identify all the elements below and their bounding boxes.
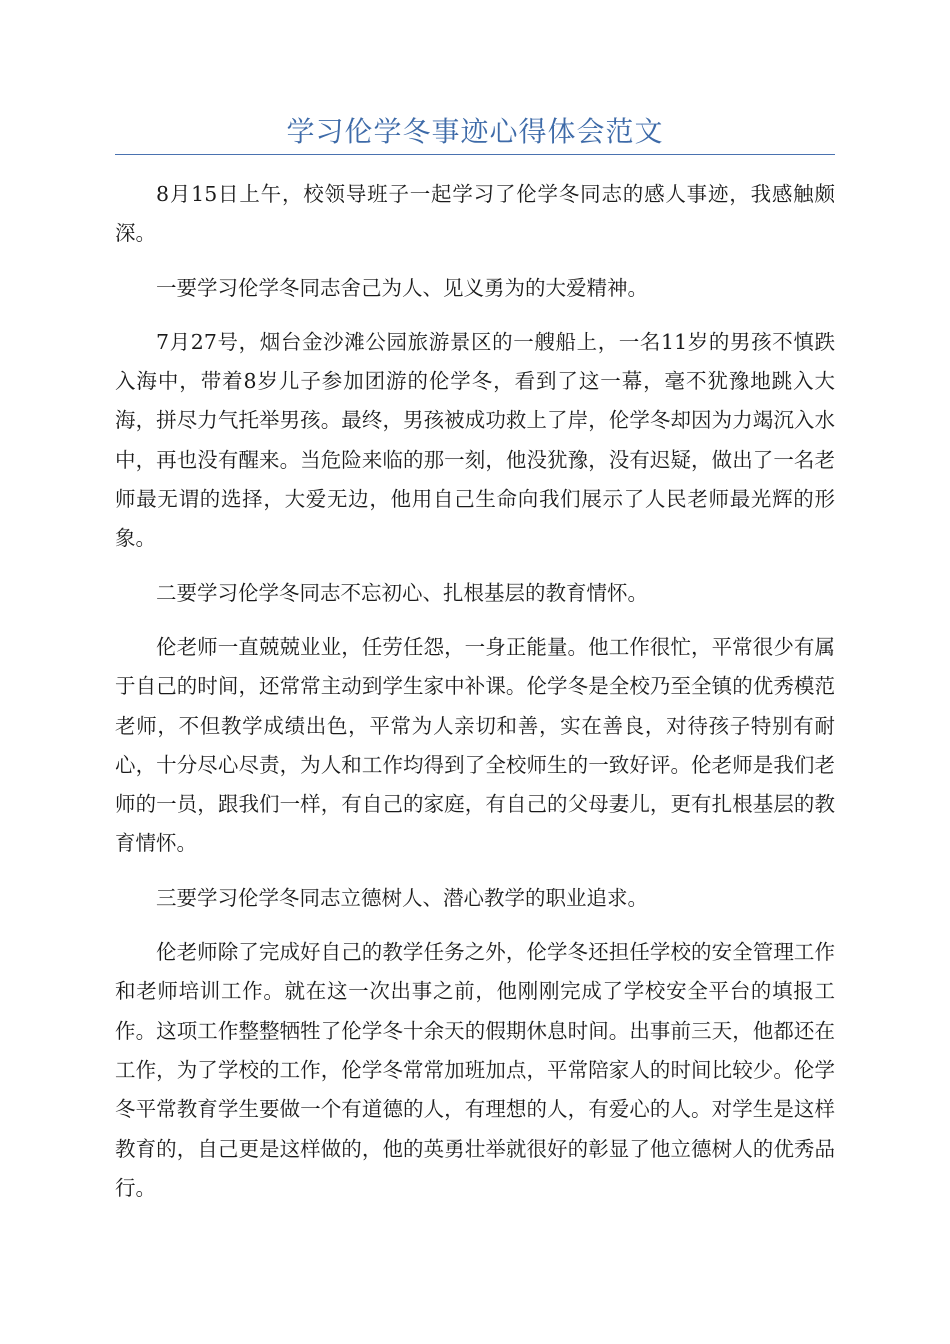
paragraph-heading-3: 三要学习伦学冬同志立德树人、潜心教学的职业追求。 [156,885,648,910]
title-underline [115,154,835,155]
paragraph-rescue-story: 7月27号，烟台金沙滩公园旅游景区的一艘船上，一名11岁的男孩不慎跌入海中，带着8岁儿子参加团游的伦学冬，看到了这一幕，毫不犹豫地跳入大海，拼尽力气托举男孩。最终，男孩被成功救上了岸，伦学冬却因为力竭沉入水中，再也没有醒来。当危险来临的那一刻，他没犹豫，没有迟疑，做出了一名老师最无谓的选择，大爱无边，他用自己生命向我们展示了人民老师最光辉的形象。 [115,329,835,551]
document-body [115,175,835,1223]
paragraph-heading-1: 一要学习伦学冬同志舍己为人、见义勇为的大爱精神。 [156,275,648,300]
paragraph-intro: 8月15日上午，校领导班子一起学习了伦学冬同志的感人事迹，我感触颇深。 [115,182,835,246]
document-title: 学习伦学冬事迹心得体会范文 [286,115,664,148]
paragraph-heading-2: 二要学习伦学冬同志不忘初心、扎根基层的教育情怀。 [156,580,648,605]
paragraph-professional-pursuit: 伦老师除了完成好自己的教学任务之外，伦学冬还担任学校的安全管理工作和老师培训工作。就在这一次出事之前，他刚刚完成了学校安全平台的填报工作。这项工作整整牺牲了伦学冬十余天的假期休息时间。出事前三天，他都还在工作，为了学校的工作，伦学冬常常加班加点，平常陪家人的时间比较少。伦学冬平常教育学生要做一个有道德的人，有理想的人，有爱心的人。对学生是这样教育的，自己更是这样做的，他的英勇壮举就很好的彰显了他立德树人的优秀品行。 [115,940,835,1200]
paragraph-dedication: 伦老师一直兢兢业业，任劳任怨，一身正能量。他工作很忙，平常很少有属于自己的时间，还常常主动到学生家中补课。伦学冬是全校乃至全镇的优秀模范老师，不但教学成绩出色，平常为人亲切和善，实在善良，对待孩子特别有耐心，十分尽心尽责，为人和工作均得到了全校师生的一致好评。伦老师是我们老师的一员，跟我们一样，有自己的家庭，有自己的父母妻儿，更有扎根基层的教育情怀。 [115,634,835,856]
